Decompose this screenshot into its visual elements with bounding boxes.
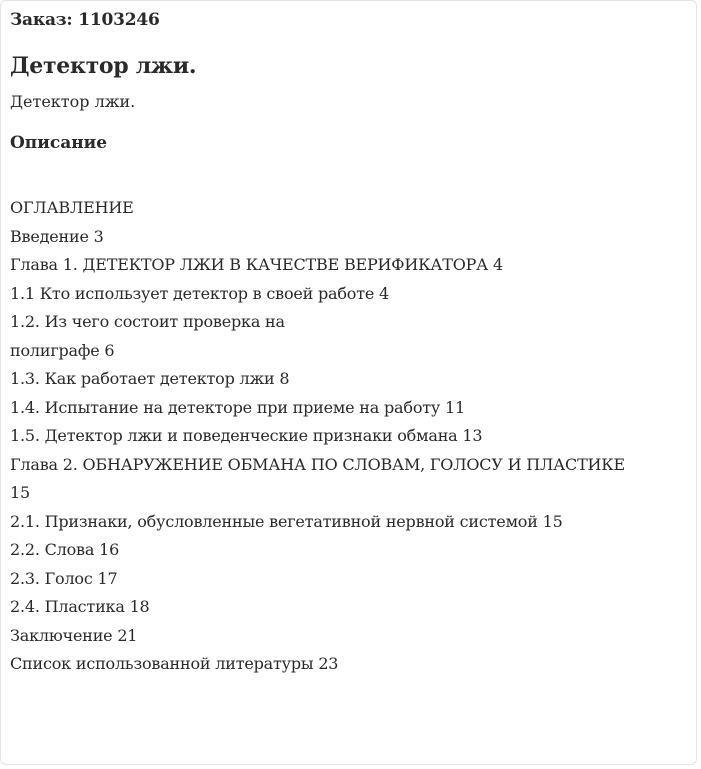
- toc-line: полиграфе 6: [10, 340, 115, 360]
- toc-line: 1.2. Из чего состоит проверка на: [10, 312, 285, 331]
- toc-line: Введение 3: [10, 226, 104, 246]
- toc-line: 2.1. Признаки, обусловленные вегетативной нервной системой 15: [10, 511, 563, 531]
- order-number: Заказ: 1103246: [10, 10, 160, 30]
- toc-line: Список использованной литературы 23: [10, 654, 339, 673]
- toc-line: ОГЛАВЛЕНИЕ: [10, 198, 134, 217]
- product-title: Детектор лжи.: [10, 53, 197, 79]
- toc-line: 1.3. Как работает детектор лжи 8: [10, 369, 290, 388]
- toc-line: 1.1 Кто использует детектор в своей работе 4: [10, 283, 390, 303]
- toc-line: 1.5. Детектор лжи и поведенческие признаки обмана 13: [10, 426, 483, 445]
- product-subtitle: Детектор лжи.: [10, 92, 136, 111]
- table-of-contents: [10, 194, 690, 679]
- toc-line: Глава 2. ОБНАРУЖЕНИЕ ОБМАНА ПО СЛОВАМ, ГОЛОСУ И ПЛАСТИКЕ: [10, 454, 625, 474]
- description-heading: Описание: [10, 133, 108, 153]
- toc-line: 2.3. Голос 17: [10, 568, 118, 588]
- toc-line: 15: [10, 483, 30, 502]
- toc-line: 2.2. Слова 16: [10, 540, 120, 559]
- toc-line: Заключение 21: [10, 625, 138, 645]
- toc-line: 2.4. Пластика 18: [10, 597, 150, 616]
- toc-line: Глава 1. ДЕТЕКТОР ЛЖИ В КАЧЕСТВЕ ВЕРИФИКАТОРА 4: [10, 255, 503, 274]
- toc-line: 1.4. Испытание на детекторе при приеме на работу 11: [10, 397, 465, 417]
